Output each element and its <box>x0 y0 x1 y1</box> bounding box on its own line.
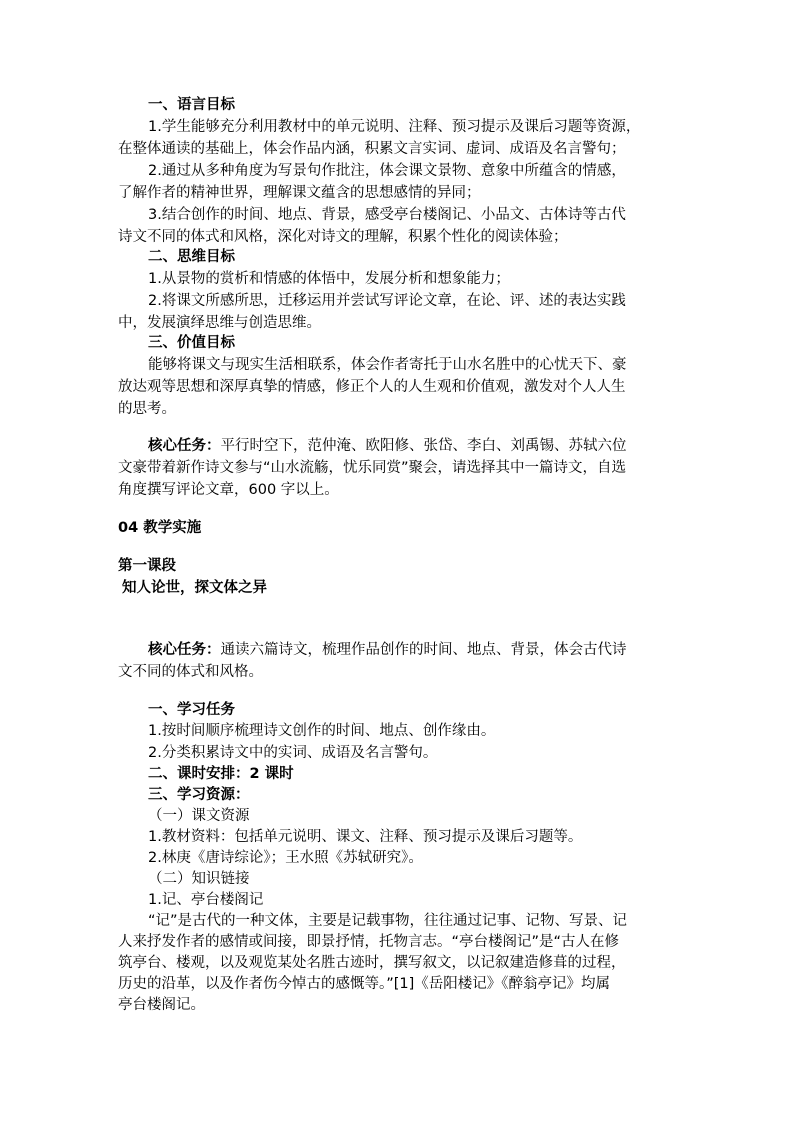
knowledge-line-1: “记”是古代的一种文体，主要是记载事物，往往通过记事、记物、写景、记 <box>148 913 628 929</box>
thinking-goal-2-line-1: 2.将课文所感所思，迁移运用并尝试写评论文章，在论、评、述的表达实践 <box>148 293 626 309</box>
language-goal-3-line-2: 诗文不同的体式和风格，深化对诗文的理解，积累个性化的阅读体验； <box>118 229 568 245</box>
knowledge-link-heading: 1.记、亭台楼阁记 <box>148 892 264 908</box>
core-task-text: 平行时空下，范仲淹、欧阳修、张岱、李白、刘禹锡、苏轼六位 <box>220 438 627 454</box>
lesson-core-task-label: 核心任务： <box>148 642 221 658</box>
language-goal-1-line-1: 1.学生能够充分利用教材中的单元说明、注释、预习提示及课后习题等资源， <box>148 119 641 135</box>
knowledge-line-5: 亭台楼阁记。 <box>118 997 205 1013</box>
resource-2: 2.林庚《唐诗综论》；王水照《苏轼研究》。 <box>148 850 423 866</box>
learning-task-1: 1.按时间顺序梳理诗文创作的时间、地点、创作缘由。 <box>148 723 496 739</box>
knowledge-link-subheading: （二）知识链接 <box>148 871 250 887</box>
lesson-core-task-line-2: 文不同的体式和风格。 <box>118 664 263 680</box>
knowledge-line-2: 人来抒发作者的感情或间接，即景抒情，托物言志。“亭台楼阁记”是“古人在修 <box>118 934 620 950</box>
value-goals-heading: 三、价值目标 <box>148 335 235 351</box>
knowledge-line-3: 筑亭台、楼观，以及观览某处名胜古迹时，撰写叙文，以记叙建造修葺的过程， <box>118 955 626 971</box>
core-task-label: 核心任务： <box>148 438 221 454</box>
value-goal-line-3: 的思考。 <box>118 401 176 417</box>
core-task-line-3: 角度撰写评论文章，600 字以上。 <box>118 482 339 498</box>
learning-tasks-heading: 一、学习任务 <box>148 702 235 718</box>
language-goal-1-line-2: 在整体通读的基础上，体会作品内涵，积累文言实词、虚词、成语及名言警句； <box>118 141 626 157</box>
resources-heading: 三、学习资源： <box>148 787 250 803</box>
learning-task-2: 2.分类积累诗文中的实词、成语及名言警句。 <box>148 745 438 761</box>
knowledge-line-4: 历史的沿革，以及作者伤今悼古的感慨等。”[1]《岳阳楼记》《醉翁亭记》均属 <box>118 976 611 992</box>
core-task-line-2: 文豪带着新作诗文参与“山水流觞，忧乐同赏”聚会，请选择其中一篇诗文，自选 <box>118 460 627 476</box>
lesson-core-task-text: 通读六篇诗文，梳理作品创作的时间、地点、背景，体会古代诗 <box>220 642 627 658</box>
lesson-core-task-line-1 <box>148 640 627 661</box>
class-hours: 二、课时安排：2 课时 <box>148 766 294 782</box>
thinking-goals-heading: 二、思维目标 <box>148 249 235 265</box>
language-goal-2-line-2: 了解作者的精神世界，理解课文蕴含的思想感情的异同； <box>118 185 481 201</box>
lesson-title: 第一课段 <box>118 558 176 574</box>
language-goal-2-line-1: 2.通过从多种角度为写景句作批注，体会课文景物、意象中所蕴含的情感， <box>148 163 626 179</box>
language-goal-3-line-1: 3.结合创作的时间、地点、背景，感受亭台楼阁记、小品文、古体诗等古代 <box>148 207 626 223</box>
thinking-goal-2-line-2: 中，发展演绎思维与创造思维。 <box>118 315 321 331</box>
value-goal-line-2: 放达观等思想和深厚真挚的情感，修正个人的人生观和价值观，激发对个人人生 <box>118 379 626 395</box>
value-goal-line-1: 能够将课文与现实生活相联系，体会作者寄托于山水名胜中的心忧天下、豪 <box>148 357 627 373</box>
core-task-line-1 <box>148 436 627 457</box>
text-resources-subheading: （一）课文资源 <box>148 808 250 824</box>
resource-1: 1.教材资料：包括单元说明、课文、注释、预习提示及课后习题等。 <box>148 829 583 845</box>
language-goals-heading: 一、语言目标 <box>148 97 235 113</box>
lesson-subtitle: 知人论世，探文体之异 <box>122 580 267 596</box>
section-title: 04 教学实施 <box>118 520 202 536</box>
thinking-goal-1: 1.从景物的赏析和情感的体悟中，发展分析和想象能力； <box>148 271 510 287</box>
